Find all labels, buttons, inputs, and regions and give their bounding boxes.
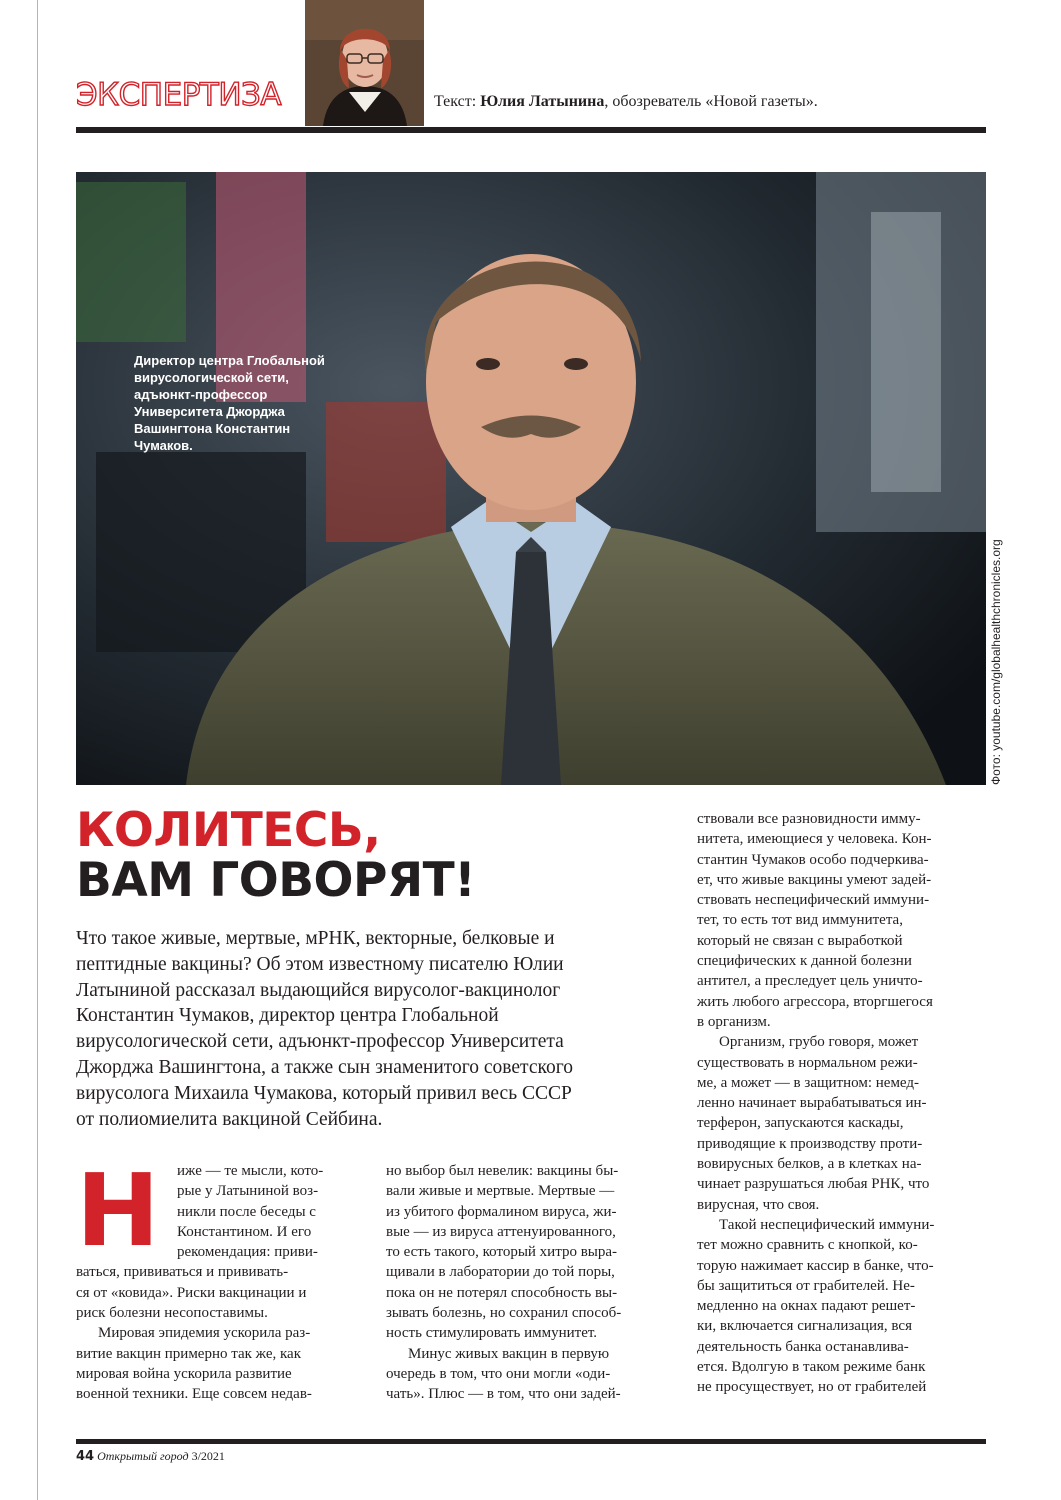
issue-number: 3/2021 bbox=[188, 1449, 225, 1463]
credit-author: Юлия Латынина bbox=[480, 93, 605, 110]
text-line: приводящие к производству проти- bbox=[697, 1135, 923, 1152]
text-line: Минус живых вакцин в первую bbox=[408, 1345, 610, 1362]
text-line: очередь в том, что они могли «оди- bbox=[386, 1365, 611, 1382]
text-line: специфических к данной болезни bbox=[697, 953, 912, 970]
hero-photo bbox=[76, 172, 986, 785]
text-line: ки, включается сигнализация, вся bbox=[697, 1318, 912, 1335]
text-line: витие вакцин примерно так же, как bbox=[76, 1345, 302, 1362]
lead-paragraph bbox=[76, 926, 666, 1132]
text-column-1 bbox=[76, 1152, 362, 1405]
text-line: медленно на окнах падают решет- bbox=[697, 1298, 916, 1315]
caption-line: вирусологической сети, bbox=[134, 370, 289, 385]
text-line: нитета, имеющиеся у человека. Кон- bbox=[697, 831, 932, 848]
text-line: пока он не потерял способность вы- bbox=[386, 1284, 618, 1301]
text-column-2 bbox=[386, 1161, 672, 1405]
text-line: терферон, запускаются каскады, bbox=[697, 1115, 904, 1132]
text-line: ся от «ковида». Риски вакцинации и bbox=[76, 1284, 307, 1301]
text-line: ется. Вдолгую в таком режиме банк bbox=[697, 1359, 926, 1376]
text-line: антител, а преследует цель уничто- bbox=[697, 973, 923, 990]
text-line: риск болезни несопоставимы. bbox=[76, 1305, 268, 1322]
credit-suffix: , обозреватель «Новой газеты». bbox=[604, 93, 818, 110]
lead-line: пептидные вакцины? Об этом известному писателю Юлии bbox=[76, 953, 564, 975]
text-line: ствовали все разновидности имму- bbox=[697, 811, 921, 827]
text-column-3 bbox=[697, 809, 986, 1398]
text-line: ме, а может — в защитном: немед- bbox=[697, 1074, 920, 1091]
text-line: не просуществует, но от грабителей bbox=[697, 1379, 927, 1396]
lead-line: вирусологической сети, адъюнкт-профессор Университета bbox=[76, 1031, 564, 1053]
lead-line: вирусолога Михаила Чумакова, который привил весь СССР bbox=[76, 1082, 572, 1104]
header-rule bbox=[76, 127, 986, 133]
text-line: зывать болезнь, но сохранил способ- bbox=[386, 1305, 622, 1322]
article-headline bbox=[76, 803, 476, 908]
text-line: рекомендация: приви- bbox=[177, 1244, 318, 1261]
text-line: Константином. И его bbox=[177, 1223, 312, 1240]
caption-line: адъюнкт-профессор bbox=[134, 387, 268, 402]
text-line: Мировая эпидемия ускорила раз- bbox=[98, 1325, 311, 1342]
text-line: из убитого формалином вируса, жи- bbox=[386, 1203, 617, 1220]
magazine-name: Открытый город bbox=[97, 1449, 189, 1463]
page-margin-line bbox=[37, 0, 38, 1500]
text-line: ность стимулировать иммунитет. bbox=[386, 1325, 598, 1342]
text-line: тет, то есть тот вид иммунитета, bbox=[697, 912, 903, 929]
text-line: чинает разрушаться любая РНК, что bbox=[697, 1176, 930, 1193]
text-line: ленно начинает вырабатываться ин- bbox=[697, 1095, 927, 1112]
text-line: вые — из вируса аттенуированного, bbox=[386, 1223, 616, 1240]
text-line: вовирусных белков, а в клетках на- bbox=[697, 1156, 922, 1173]
rubric-label: ЭКСПЕРТИЗА bbox=[76, 77, 282, 113]
text-line: щивали в лаборатории до той поры, bbox=[386, 1264, 615, 1281]
lead-line: от полиомиелита вакциной Сейбина. bbox=[76, 1108, 383, 1130]
caption-line: Вашингтона Константин bbox=[134, 421, 291, 436]
lead-line: Латыниной рассказал выдающийся вирусолог-вакцинолог bbox=[76, 979, 561, 1001]
text-line: деятельность банка останавлива- bbox=[697, 1338, 909, 1355]
caption-line: Чумаков. bbox=[134, 438, 193, 453]
lead-line: Что такое живые, мертвые, мРНК, векторные, белковые и bbox=[76, 928, 555, 949]
page-footer bbox=[76, 1449, 225, 1464]
drop-cap: Н bbox=[76, 1152, 160, 1269]
text-line: ет, что живые вакцины умеют задей- bbox=[697, 871, 932, 888]
text-line: в организм. bbox=[697, 1013, 771, 1030]
text-line: ваться, прививаться и прививать- bbox=[76, 1264, 289, 1281]
text-line: то есть такого, который хитро выра- bbox=[386, 1244, 618, 1261]
text-line: но выбор был невелик: вакцины бы- bbox=[386, 1163, 619, 1179]
text-line: ствовать неспецифический иммуни- bbox=[697, 892, 930, 909]
text-line: чать». Плюс — в том, что они задей- bbox=[386, 1386, 621, 1403]
text-line: существовать в нормальном режи- bbox=[697, 1054, 918, 1071]
text-line: который не связан с выработкой bbox=[697, 932, 903, 949]
text-line: мировая война ускорила развитие bbox=[76, 1365, 292, 1382]
page-number: 44 bbox=[76, 1449, 95, 1464]
footer-rule bbox=[76, 1439, 986, 1444]
author-photo bbox=[305, 0, 424, 126]
text-line: жить любого агрессора, вторгшегося bbox=[697, 993, 933, 1010]
headline-line-1: КОЛИТЕСЬ, bbox=[76, 803, 381, 858]
text-line: стантин Чумаков особо подчеркива- bbox=[697, 851, 929, 868]
text-line: рые у Латыниной воз- bbox=[177, 1183, 319, 1200]
caption-line: Директор центра Глобальной bbox=[134, 353, 325, 368]
headline-line-2: ВАМ ГОВОРЯТ! bbox=[76, 853, 476, 908]
text-line: военной техники. Еще совсем недав- bbox=[76, 1386, 312, 1403]
text-line: никли после беседы с bbox=[177, 1203, 316, 1220]
lead-line: Константин Чумаков, директор центра Глобальной bbox=[76, 1005, 499, 1027]
caption-line: Университета Джорджа bbox=[134, 404, 285, 419]
text-line: торую нажимает кассир в банке, что- bbox=[697, 1257, 934, 1274]
text-line: тет можно сравнить с кнопкой, ко- bbox=[697, 1237, 918, 1254]
text-line: бы защититься от грабителей. Не- bbox=[697, 1277, 915, 1294]
credit-prefix: Текст: bbox=[434, 93, 481, 110]
text-line: вирусная, что своя. bbox=[697, 1196, 820, 1213]
lead-line: Джорджа Вашингтона, а также сын знаменитого советского bbox=[76, 1056, 573, 1078]
photo-credit: Фото: youtube.com/globalhealthchronicles.org bbox=[989, 539, 1003, 785]
text-line: Такой неспецифический иммуни- bbox=[719, 1216, 935, 1233]
photo-caption bbox=[134, 352, 364, 454]
author-credit bbox=[434, 93, 818, 111]
text-line: вали живые и мертвые. Мертвые — bbox=[386, 1183, 615, 1200]
text-line: иже — те мысли, кото- bbox=[177, 1163, 324, 1179]
text-line: Организм, грубо говоря, может bbox=[719, 1034, 919, 1051]
